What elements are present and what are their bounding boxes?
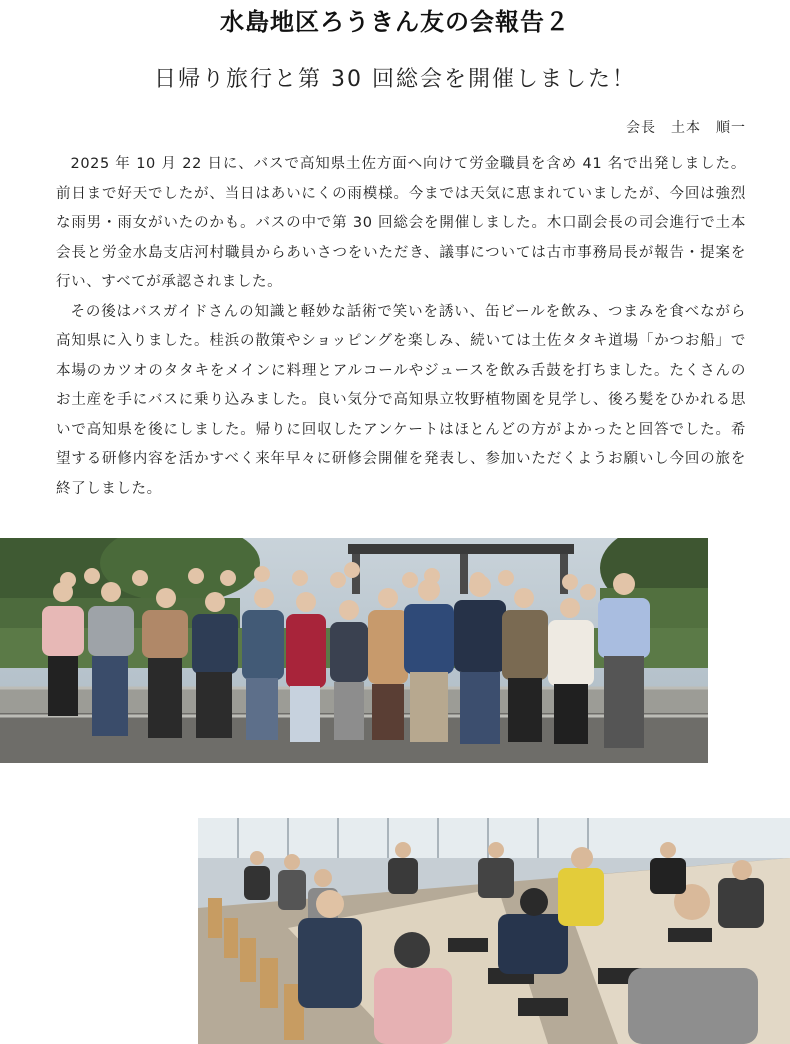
paragraph-1: 2025 年 10 月 22 日に、バスで高知県土佐方面へ向けて労金職員を含め 41 名で出発しました。前日まで好天でしたが、当日はあいにくの雨模様。今までは天気に恵まれていましたが、今回は強烈な雨男・雨女がいたのかも。バスの中で第 30 回総会を開催しました。木口副会長の司会進行で土本会長と労金水島支店河村職員からあいさつをいただき、議事については古市事務局長が報告・提案を行い、すべてが承認されました。 [56,156,746,290]
author-line: 会長 土本 順一 [626,120,746,136]
report-title: 水島地区ろうきん友の会報告２ [220,8,570,36]
report-subtitle: 日帰り旅行と第 30 回総会を開催しました！ [154,67,636,92]
report-body [56,150,746,504]
group-photo-image [0,538,708,763]
group-photo [0,538,708,763]
banquet-photo [198,818,790,1044]
banquet-photo-image [198,818,790,1044]
paragraph-2: その後はバスガイドさんの知識と軽妙な話術で笑いを誘い、缶ビールを飲み、つまみを食べながら高知県に入りました。桂浜の散策やショッピングを楽しみ、続いては土佐タタキ道場「かつお船」で本場のカツオのタタキをメインに料理とアルコールやジュースを飲み舌鼓を打ちました。たくさんのお土産を手にバスに乗り込みました。良い気分で高知県立牧野植物園を見学し、後ろ髪をひかれる思いで高知県を後にしました。帰りに回収したアンケートはほとんどの方がよかったと回答でした。希望する研修内容を活かすべく来年早々に研修会開催を発表し、参加いただくようお願いし今回の旅を終了しました。 [56,303,746,497]
